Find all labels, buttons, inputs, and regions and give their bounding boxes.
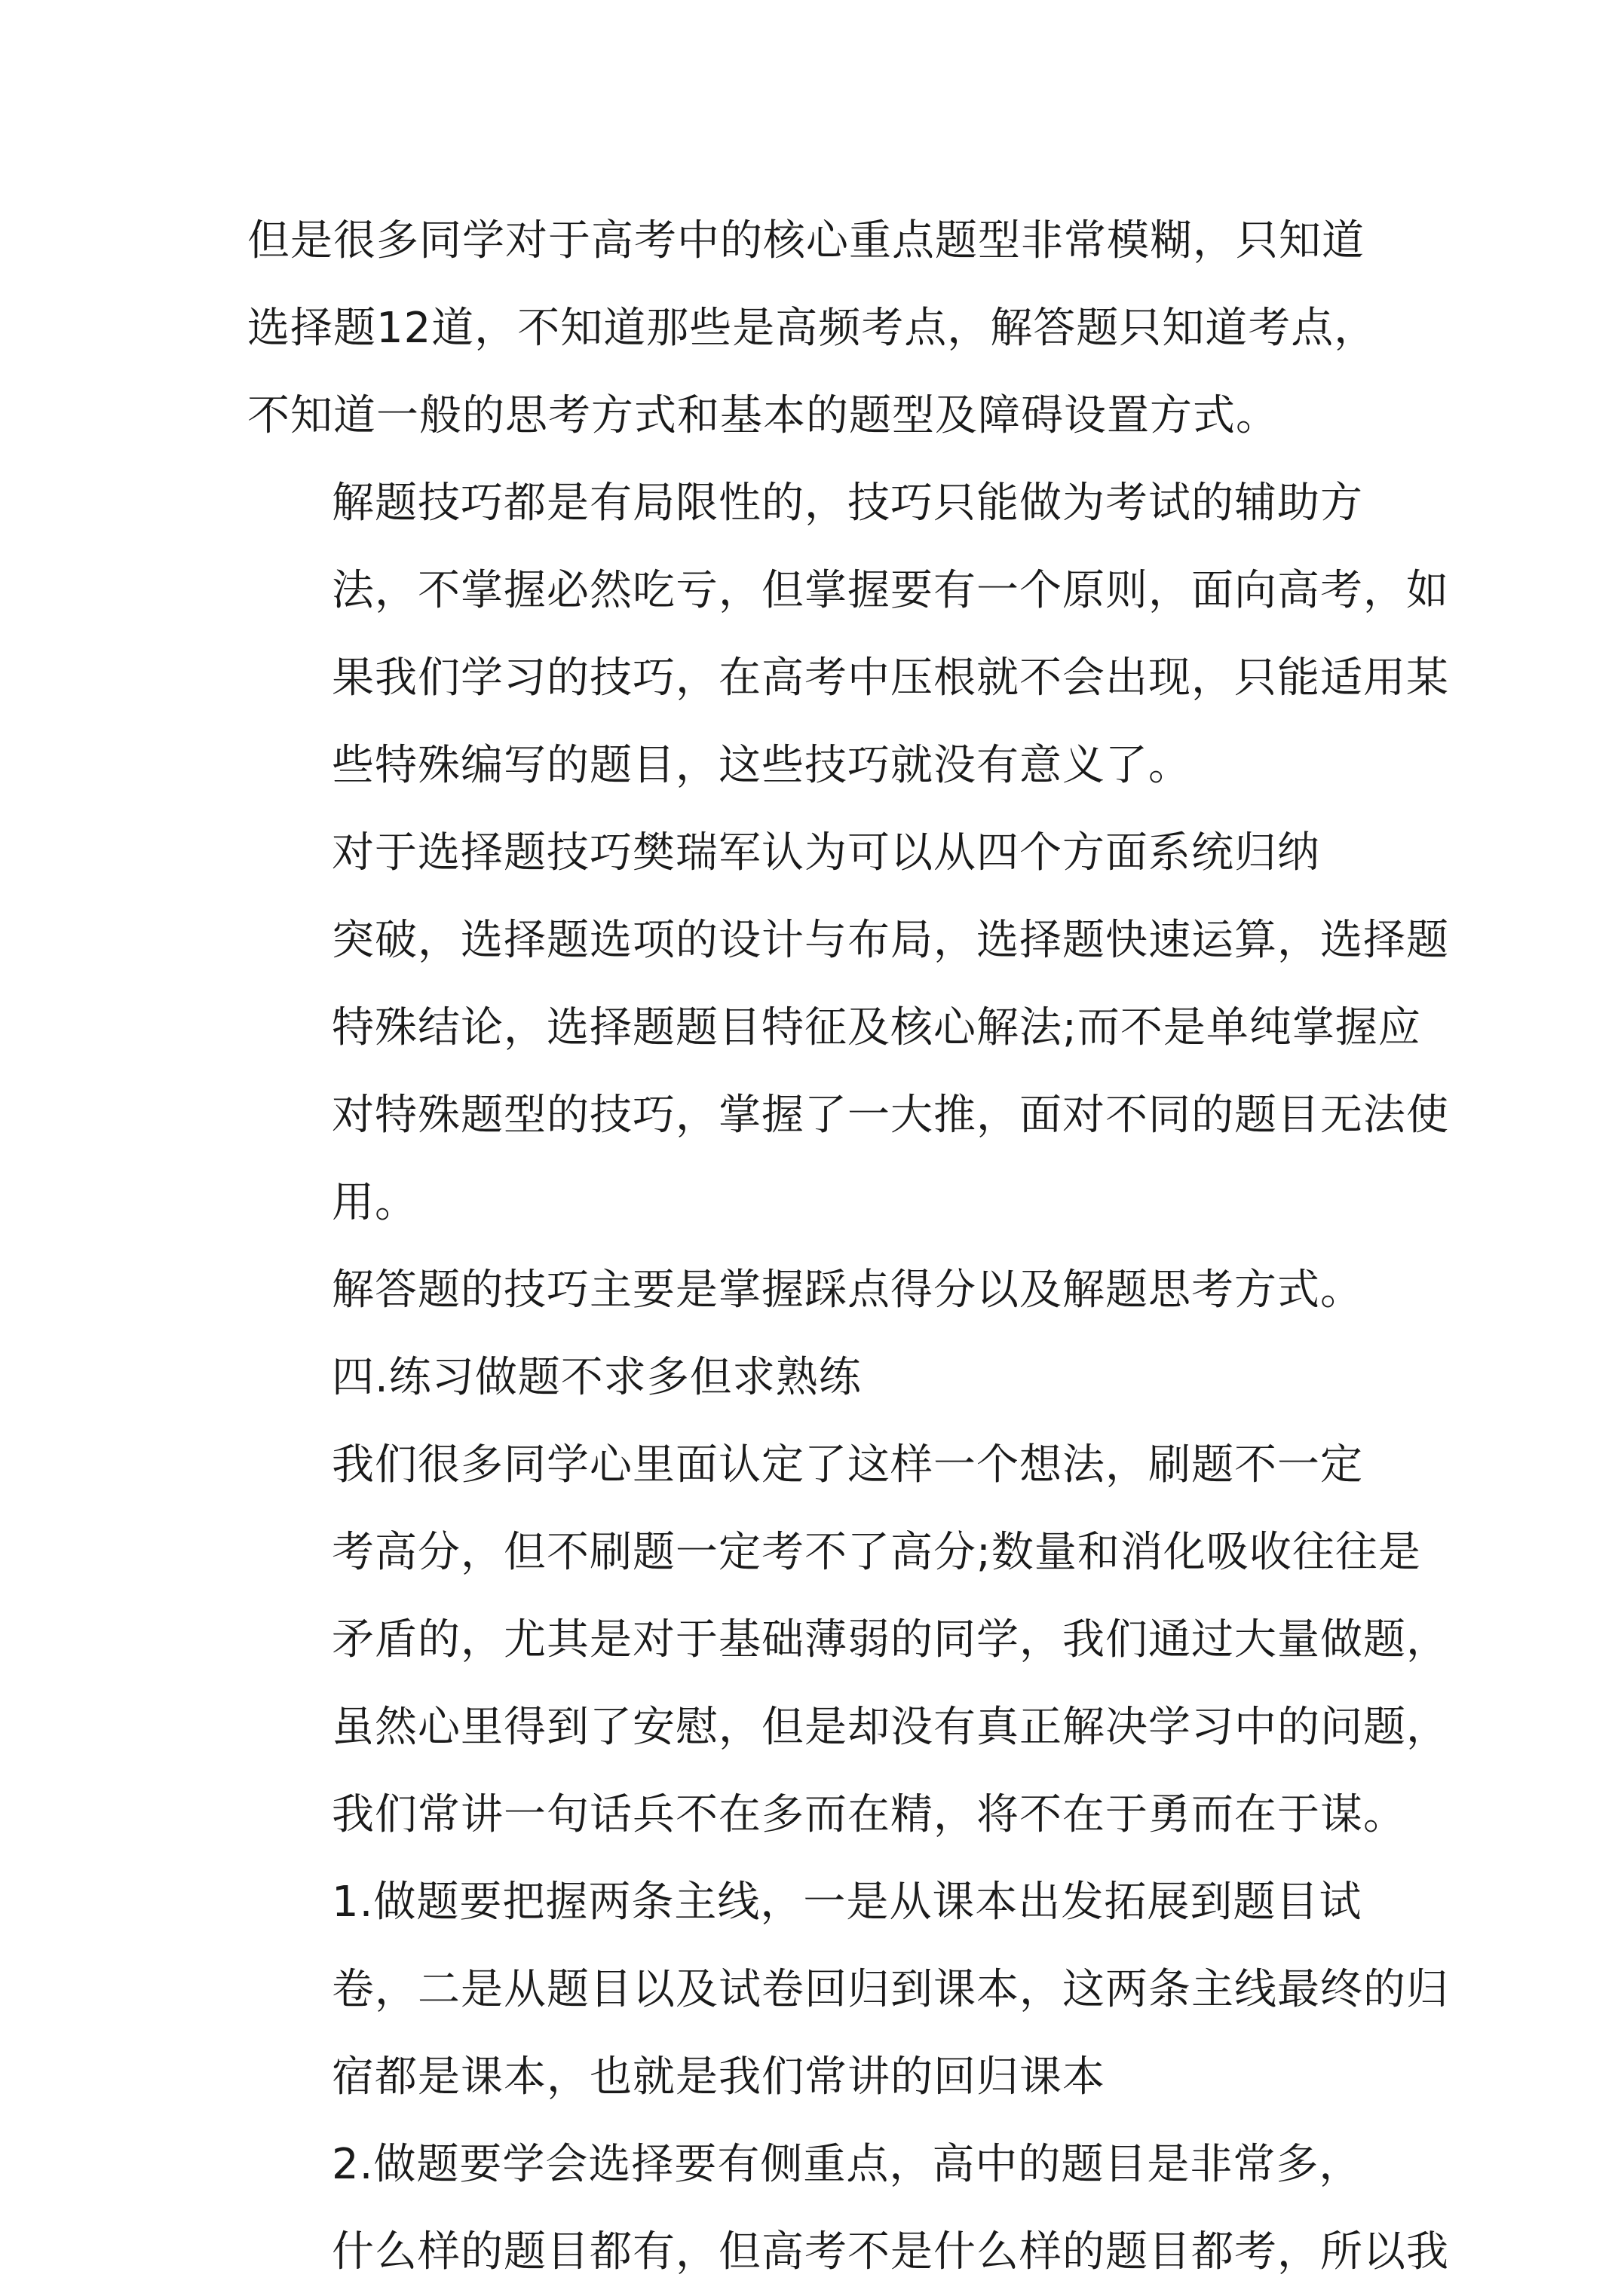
text-line: 果我们学习的技巧，在高考中压根就不会出现，只能适用某 bbox=[332, 654, 1449, 703]
text-line: 矛盾的，尤其是对于基础薄弱的同学，我们通过大量做题， bbox=[332, 1615, 1449, 1664]
paragraph-7 bbox=[247, 2121, 1449, 2296]
text-line: 对特殊题型的技巧，掌握了一大推，面对不同的题目无法使 bbox=[332, 1091, 1449, 1140]
text-line: 我们很多同学心里面认定了这样一个想法，刷题不一定 bbox=[332, 1440, 1363, 1489]
text-line: 1.做题要把握两条主线，一是从课本出发拓展到题目试 bbox=[332, 1878, 1362, 1927]
paragraph-4 bbox=[247, 1247, 1378, 1334]
text-line: 对于选择题技巧樊瑞军认为可以从四个方面系统归纳 bbox=[332, 828, 1320, 877]
text-line: 法，不掌握必然吃亏，但掌握要有一个原则，面向高考，如 bbox=[332, 566, 1449, 615]
text-line: 考高分，但不刷题一定考不了高分;数量和消化吸收往往是 bbox=[332, 1528, 1421, 1577]
text-line: 2.做题要学会选择要有侧重点，高中的题目是非常多， bbox=[332, 2140, 1362, 2189]
text-line: 解答题的技巧主要是掌握踩点得分以及解题思考方式。 bbox=[332, 1266, 1363, 1315]
document-body bbox=[247, 197, 1449, 2296]
text-line: 什么样的题目都有，但高考不是什么样的题目都考，所以我 bbox=[332, 2227, 1449, 2276]
text-line: 虽然心里得到了安慰，但是却没有真正解决学习中的问题， bbox=[332, 1703, 1449, 1752]
paragraph-3 bbox=[247, 810, 1449, 1247]
text-line: 不知道一般的思考方式和基本的题型及障碍设置方式。 bbox=[247, 391, 1279, 440]
text-line: 四.练习做题不求多但求熟练 bbox=[332, 1353, 862, 1402]
paragraph-6 bbox=[247, 1859, 1449, 2121]
text-line: 用。 bbox=[332, 1178, 418, 1227]
text-line: 特殊结论，选择题题目特征及核心解法;而不是单纯掌握应 bbox=[332, 1003, 1421, 1052]
text-line: 卷，二是从题目以及试卷回归到课本，这两条主线最终的归 bbox=[332, 1965, 1449, 2014]
section-heading bbox=[247, 1334, 1378, 1422]
paragraph-5 bbox=[247, 1422, 1449, 1859]
paragraph-2 bbox=[247, 460, 1449, 810]
text-line: 些特殊编写的题目，这些技巧就没有意义了。 bbox=[332, 741, 1191, 790]
paragraph-1 bbox=[247, 197, 1378, 460]
text-line: 突破，选择题选项的设计与布局，选择题快速运算，选择题 bbox=[332, 916, 1449, 965]
text-line: 宿都是课本，也就是我们常讲的回归课本 bbox=[332, 2053, 1105, 2102]
text-line: 但是很多同学对于高考中的核心重点题型非常模糊，只知道 bbox=[247, 216, 1365, 265]
text-line: 选择题12道，不知道那些是高频考点，解答题只知道考点， bbox=[247, 304, 1377, 353]
text-line: 解题技巧都是有局限性的，技巧只能做为考试的辅助方 bbox=[332, 479, 1363, 528]
text-line: 我们常讲一句话兵不在多而在精，将不在于勇而在于谋。 bbox=[332, 1790, 1406, 1839]
